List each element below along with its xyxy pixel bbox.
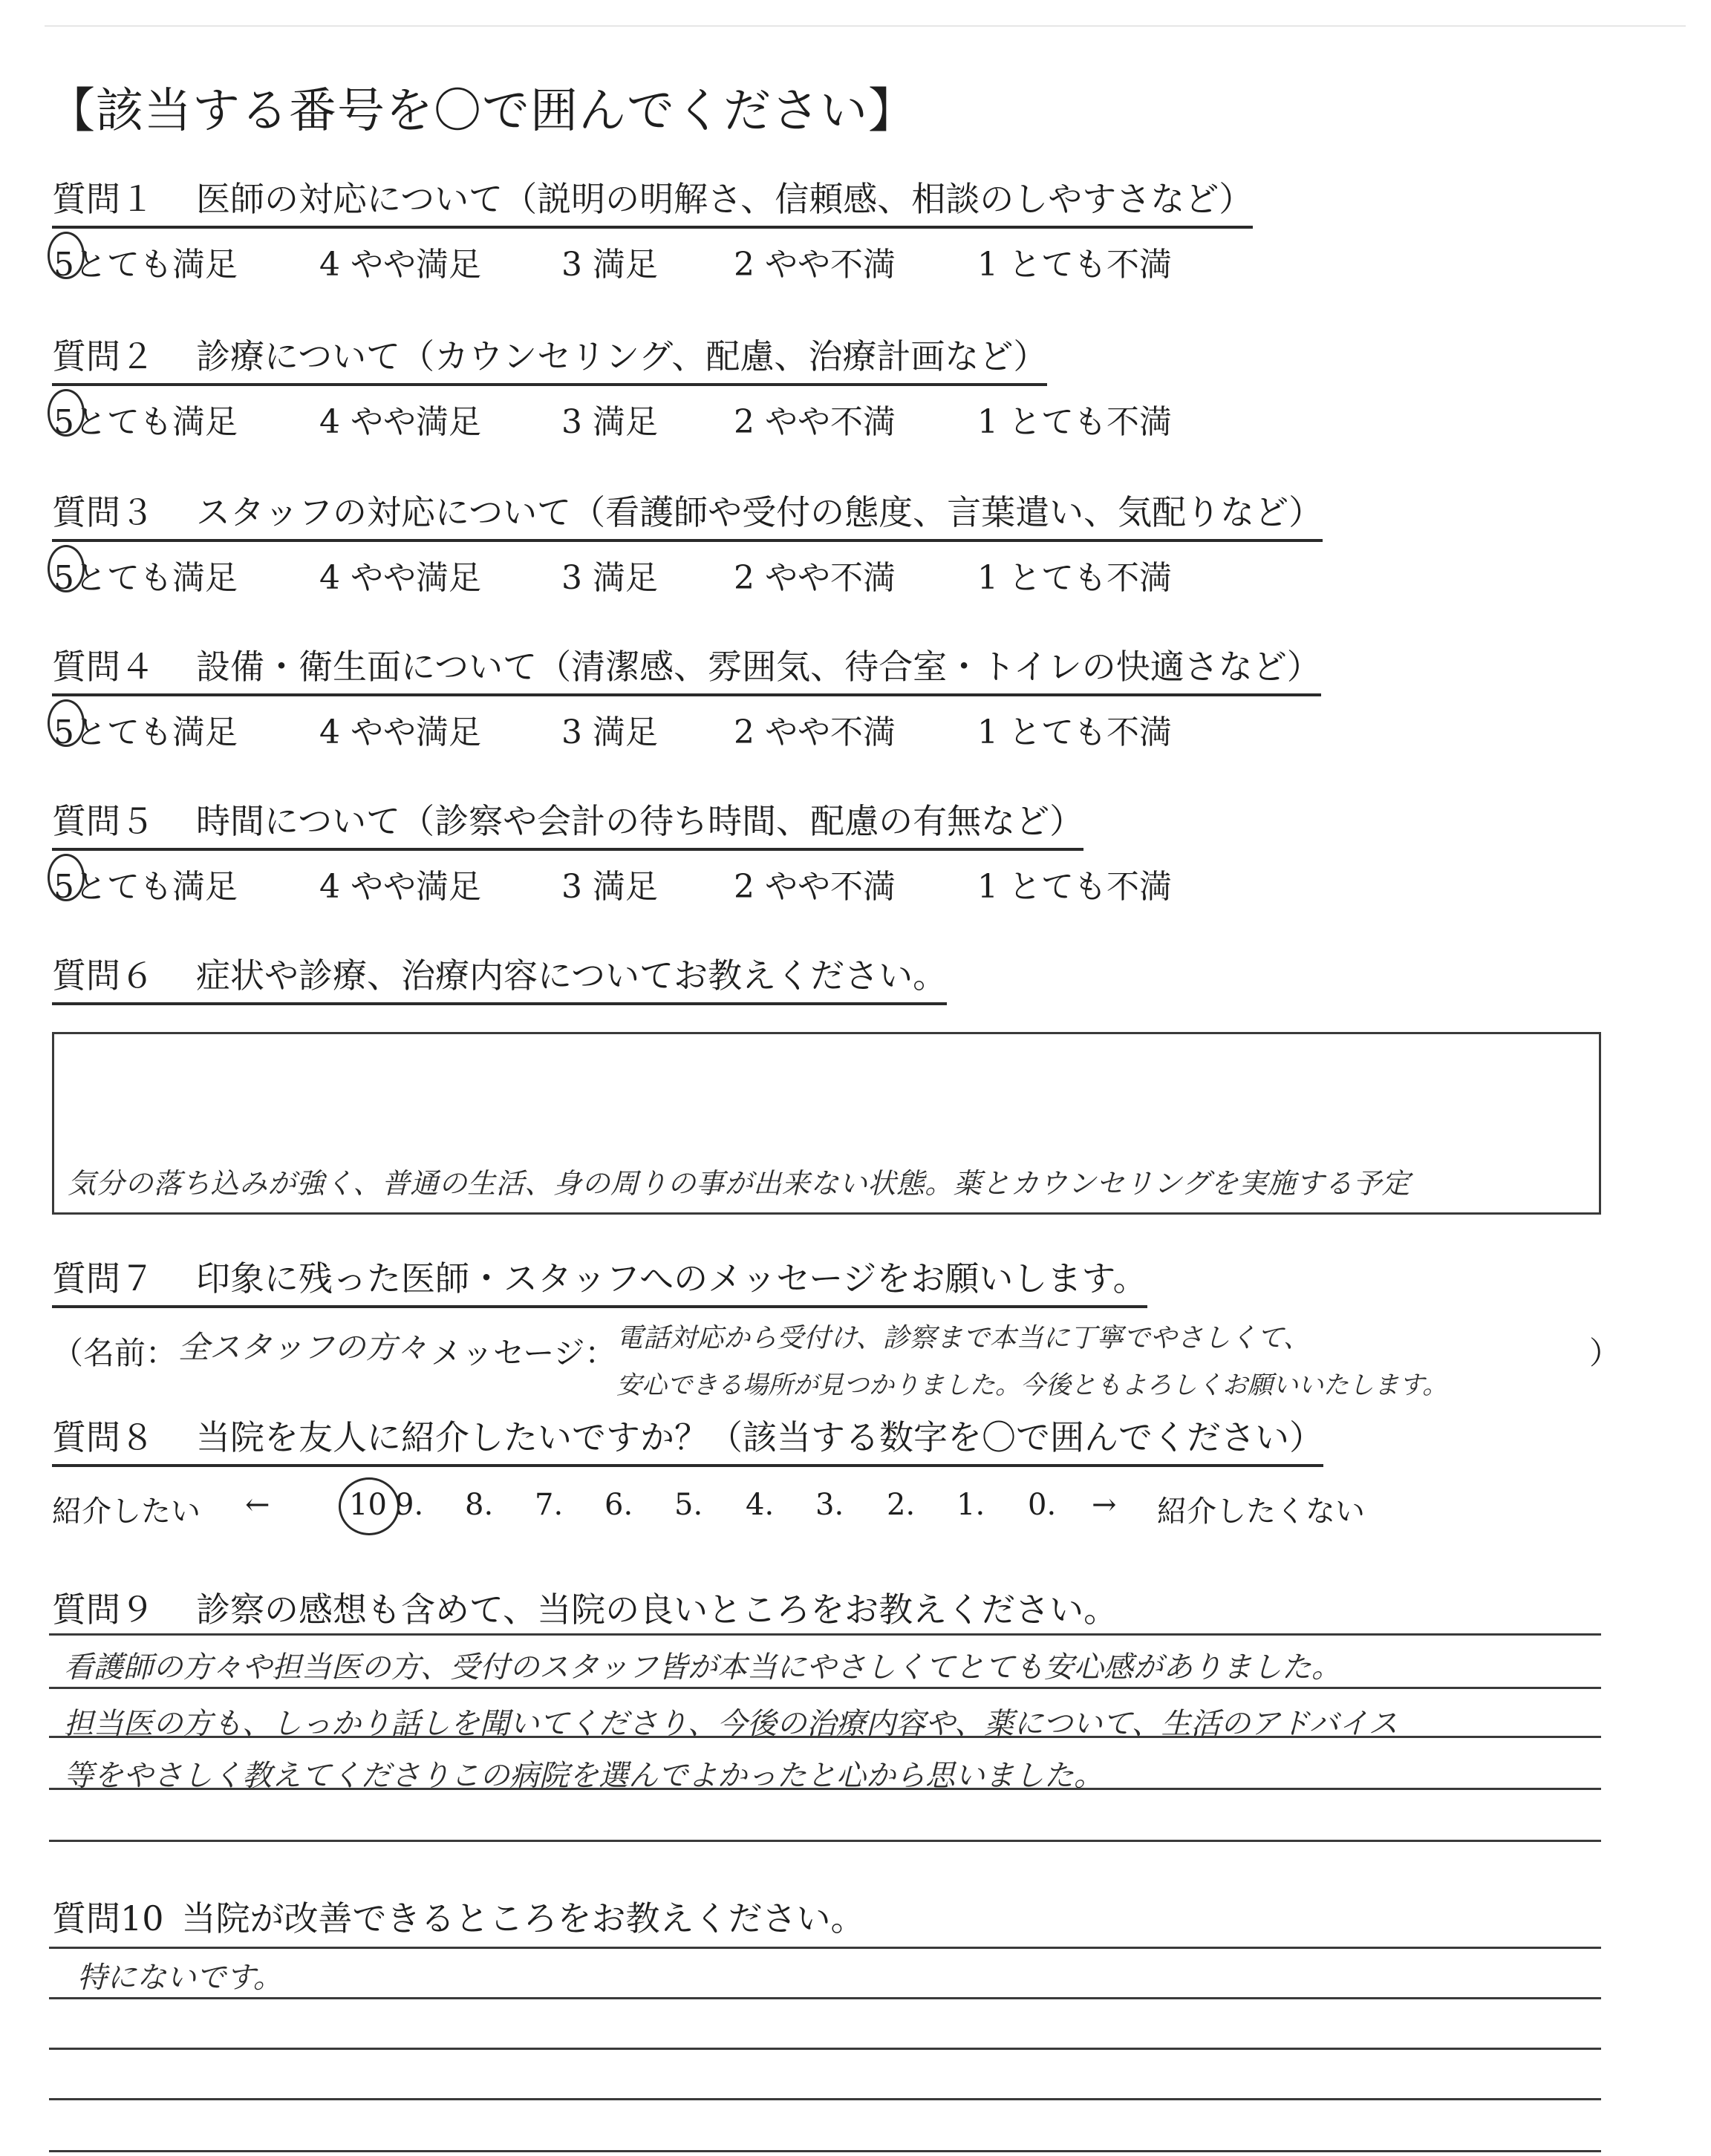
q8-option-9[interactable]: 9. <box>395 1488 424 1522</box>
q8-scale <box>52 1488 1389 1532</box>
q4-option-1[interactable]: 1 とても不満 <box>977 713 1172 751</box>
selected-circle-mark <box>48 389 85 437</box>
q10-answer-rule <box>49 2098 1601 2100</box>
question-5-text: 時間について（診察や会計の待ち時間、配慮の有無など） <box>196 801 1084 841</box>
q8-option-8[interactable]: 8. <box>465 1488 494 1522</box>
question-4-number: 質問４ <box>52 647 154 687</box>
q7-name-label: （名前： <box>52 1335 177 1371</box>
q1-option-3[interactable]: 3 満足 <box>561 246 658 284</box>
question-2-options <box>53 395 1242 442</box>
q3-option-2[interactable]: 2 やや不満 <box>734 559 896 597</box>
question-6 <box>52 949 947 1005</box>
q7-message-line-1[interactable]: 電話対応から受付け、診察まで本当に丁寧でやさしくて、 <box>616 1323 1310 1353</box>
q3-option-5[interactable]: 5とても満足 <box>53 551 238 598</box>
q5-option-1[interactable]: 1 とても不満 <box>977 868 1172 906</box>
question-8-heading <box>52 1411 1323 1467</box>
question-7-number: 質問７ <box>52 1258 154 1298</box>
question-4-heading <box>52 640 1321 696</box>
question-2-heading <box>52 330 1047 386</box>
q8-option-6[interactable]: 6. <box>604 1488 633 1522</box>
question-5 <box>52 794 1083 851</box>
question-1-number: 質問１ <box>52 179 154 219</box>
q10-answer-rule <box>49 2150 1601 2152</box>
question-7-text: 印象に残った医師・スタッフへのメッセージをお願いします。 <box>196 1258 1147 1298</box>
question-6-answer: 気分の落ち込みが強く、普通の生活、身の周りの事が出来ない状態。薬とカウンセリングを実施する予定 <box>68 1167 1410 1200</box>
question-1-heading <box>52 172 1253 229</box>
question-4 <box>52 640 1321 696</box>
question-10-heading <box>52 1892 865 1941</box>
q3-option-4[interactable]: 4 やや満足 <box>319 559 481 597</box>
question-9-text: 診察の感想も含めて、当院の良いところをお教えください。 <box>196 1590 1118 1630</box>
question-10-text: 当院が改善できるところをお教えください。 <box>181 1898 865 1938</box>
q8-option-5[interactable]: 5. <box>674 1488 703 1522</box>
question-5-number: 質問５ <box>52 801 154 841</box>
q2-option-4[interactable]: 4 やや満足 <box>319 403 481 441</box>
q1-option-1[interactable]: 1 とても不満 <box>977 246 1172 284</box>
q9-answer-rule <box>49 1736 1601 1738</box>
q9-answer-rule <box>49 1633 1601 1636</box>
q7-message-label: メッセージ： <box>431 1335 616 1371</box>
q10-answer[interactable]: 特にないです。 <box>77 1961 283 1995</box>
q3-option-1[interactable]: 1 とても不満 <box>977 559 1172 597</box>
question-3-heading <box>52 486 1323 542</box>
question-8-number: 質問８ <box>52 1417 154 1457</box>
question-9-heading <box>52 1583 1118 1632</box>
question-8 <box>52 1411 1323 1467</box>
q2-option-3[interactable]: 3 満足 <box>561 403 658 441</box>
q4-option-4[interactable]: 4 やや満足 <box>319 713 481 751</box>
q4-option-3[interactable]: 3 満足 <box>561 713 658 751</box>
question-5-heading <box>52 794 1083 851</box>
question-4-text: 設備・衛生面について（清潔感、雰囲気、待合室・トイレの快適さなど） <box>196 647 1321 687</box>
left-arrow-icon: ← <box>245 1488 270 1522</box>
q4-option-2[interactable]: 2 やや不満 <box>734 713 896 751</box>
question-6-heading <box>52 949 947 1005</box>
q10-answer-rule <box>49 2048 1601 2050</box>
q9-answer-rule <box>49 1840 1601 1842</box>
question-4-options <box>53 705 1242 753</box>
q1-option-5[interactable]: 5とても満足 <box>53 238 238 285</box>
q9-answer-line-1[interactable]: 看護師の方々や担当医の方、受付のスタッフ皆が本当にやさしくてとても安心感がありました。 <box>64 1650 1341 1685</box>
question-5-options <box>53 860 1242 907</box>
q5-option-5[interactable]: 5とても満足 <box>53 860 238 907</box>
q8-option-0[interactable]: 0. <box>1028 1488 1057 1522</box>
q5-option-3[interactable]: 3 満足 <box>561 868 658 906</box>
q10-answer-rule <box>49 1997 1601 1999</box>
q9-answer-rule <box>49 1788 1601 1790</box>
q8-option-10[interactable]: 10 <box>349 1488 387 1522</box>
q5-option-2[interactable]: 2 やや不満 <box>734 868 896 906</box>
q10-answer-rule <box>49 1947 1601 1949</box>
question-6-number: 質問６ <box>52 956 154 996</box>
question-3 <box>52 486 1323 542</box>
question-9-number: 質問９ <box>52 1590 154 1630</box>
q3-option-3[interactable]: 3 満足 <box>561 559 658 597</box>
question-6-answer-box[interactable] <box>52 1032 1601 1215</box>
selected-circle-mark <box>48 699 85 747</box>
q4-option-5[interactable]: 5とても満足 <box>53 705 238 753</box>
question-7-heading <box>52 1252 1147 1308</box>
question-1-options <box>53 238 1242 285</box>
selected-circle-mark <box>48 232 85 279</box>
question-3-text: スタッフの対応について（看護師や受付の態度、言葉遣い、気配りなど） <box>196 492 1323 532</box>
selected-circle-mark <box>48 854 85 901</box>
question-3-options <box>53 551 1242 598</box>
q7-message-line-2[interactable]: 安心できる場所が見つかりました。今後ともよろしくお願いいたします。 <box>616 1371 1448 1400</box>
question-1-text: 医師の対応について（説明の明解さ、信頼感、相談のしやすさなど） <box>196 179 1254 219</box>
question-2-number: 質問２ <box>52 336 154 376</box>
question-7 <box>52 1252 1147 1308</box>
question-2-text: 診療について（カウンセリング、配慮、治療計画など） <box>196 336 1048 376</box>
q2-option-5[interactable]: 5とても満足 <box>53 395 238 442</box>
question-10-number: 質問10 <box>52 1898 164 1938</box>
selected-circle-mark <box>48 545 85 592</box>
q2-option-1[interactable]: 1 とても不満 <box>977 403 1172 441</box>
question-2 <box>52 330 1047 386</box>
question-3-number: 質問３ <box>52 492 154 532</box>
q9-answer-line-3[interactable]: 等をやさしく教えてくださりこの病院を選んでよかったと心から思いました。 <box>64 1759 1104 1793</box>
q2-option-2[interactable]: 2 やや不満 <box>734 403 896 441</box>
q5-option-4[interactable]: 4 やや満足 <box>319 868 481 906</box>
q8-option-7[interactable]: 7. <box>535 1488 564 1522</box>
q8-left-label: 紹介したい <box>52 1494 201 1529</box>
q8-option-1[interactable]: 1. <box>956 1488 985 1522</box>
q1-option-4[interactable]: 4 やや満足 <box>319 246 481 284</box>
q8-option-3[interactable]: 3. <box>815 1488 844 1522</box>
question-1 <box>52 172 1253 229</box>
q8-option-2[interactable]: 2. <box>887 1488 916 1522</box>
right-arrow-icon: → <box>1092 1488 1117 1522</box>
q7-close-paren: ） <box>1589 1335 1621 1371</box>
question-8-text: 当院を友人に紹介したいですか？（該当する数字を〇で囲んでください） <box>196 1417 1323 1457</box>
form-title: 【該当する番号を〇で囲んでください】 <box>48 84 916 139</box>
top-divider <box>45 25 1686 27</box>
q9-answer-line-2[interactable]: 担当医の方も、しっかり話しを聞いてくださり、今後の治療内容や、薬について、生活のアドバイス <box>64 1707 1398 1741</box>
q9-answer-rule <box>49 1687 1601 1689</box>
question-6-text: 症状や診療、治療内容についてお教えください。 <box>196 956 948 996</box>
q7-name-value[interactable]: 全スタッフの方々 <box>178 1329 428 1365</box>
q8-right-label: 紹介したくない <box>1157 1494 1365 1529</box>
q1-option-2[interactable]: 2 やや不満 <box>734 246 896 284</box>
q8-option-4[interactable]: 4. <box>746 1488 775 1522</box>
